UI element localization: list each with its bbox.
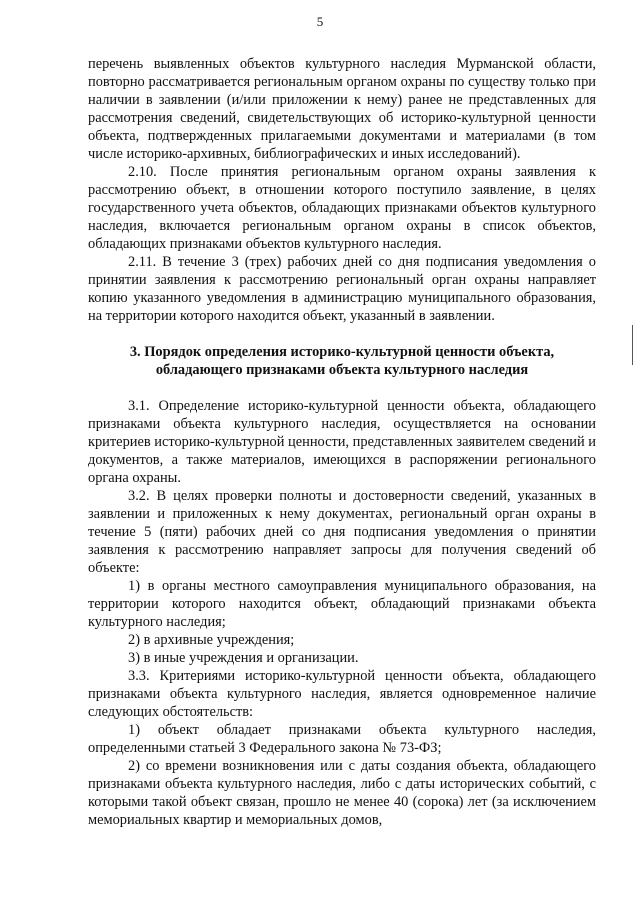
paragraph-continuation: перечень выявленных объектов культурного наследия Мурманской области, повторно рассматривается региональным органом охраны по существу только при наличии в заявлении (и/или приложении к нему) ранее не представленных для рассмотрения сведений, свидетельствующих об историко-культурной ценности объекта, подтвержденных прилагаемыми документами и материалами (в том числе историко-архивных, библиографических и иных исследований).	[88, 56, 596, 162]
margin-scan-mark	[632, 325, 633, 365]
paragraph-3-3: 3.3. Критериями историко-культурной ценности объекта, обладающего признаками объекта культурного наследия, является одновременное наличие следующих обстоятельств:	[88, 668, 596, 720]
list-item-3-2-3: 3) в иные учреждения и организации.	[128, 650, 359, 666]
document-body	[88, 55, 596, 829]
section-3-heading: 3. Порядок определения историко-культурной ценности объекта, обладающего признаками объекта культурного наследия	[129, 344, 555, 378]
page-number: 5	[316, 14, 324, 29]
list-item-3-3-2: 2) со времени возникновения или с даты создания объекта, обладающего признаками объекта культурного наследия, либо с даты исторических событий, с которыми такой объект связан, прошло не менее 40 (сорока) лет (за исключением мемориальных квартир и мемориальных домов,	[88, 758, 596, 828]
list-item-3-3-1: 1) объект обладает признаками объекта культурного наследия, определенными статьей 3 Федерального закона № 73-ФЗ;	[88, 722, 596, 756]
paragraph-2-11: 2.11. В течение 3 (трех) рабочих дней со дня подписания уведомления о принятии заявления к рассмотрению региональный орган охраны направляет копию указанного уведомления в администрацию муниципального образования, на территории которого находится объект, указанный в заявлении.	[88, 254, 596, 324]
paragraph-3-2: 3.2. В целях проверки полноты и достоверности сведений, указанных в заявлении и приложенных к нему документах, региональный орган охраны в течение 5 (пяти) рабочих дней со дня подписания уведомления о принятии заявления к рассмотрению направляет запросы для получения сведений об объекте:	[88, 488, 596, 576]
list-item-3-2-2: 2) в архивные учреждения;	[128, 632, 295, 648]
paragraph-3-1: 3.1. Определение историко-культурной ценности объекта, обладающего признаками объекта культурного наследия, осуществляется на основании критериев историко-культурной ценности, представленных заявителем сведений и документов, а также материалов, имеющихся в распоряжении регионального органа охраны.	[88, 398, 596, 486]
list-item-3-2-1: 1) в органы местного самоуправления муниципального образования, на территории которого находится объект, обладающий признаками объекта культурного наследия;	[88, 578, 596, 630]
paragraph-2-10: 2.10. После принятия региональным органом охраны заявления к рассмотрению объект, в отношении которого поступило заявление, в целях государственного учета объектов, обладающих признаками объектов культурного наследия, включается региональным органом охраны в список объектов, обладающих признаками объектов культурного наследия.	[88, 164, 596, 252]
